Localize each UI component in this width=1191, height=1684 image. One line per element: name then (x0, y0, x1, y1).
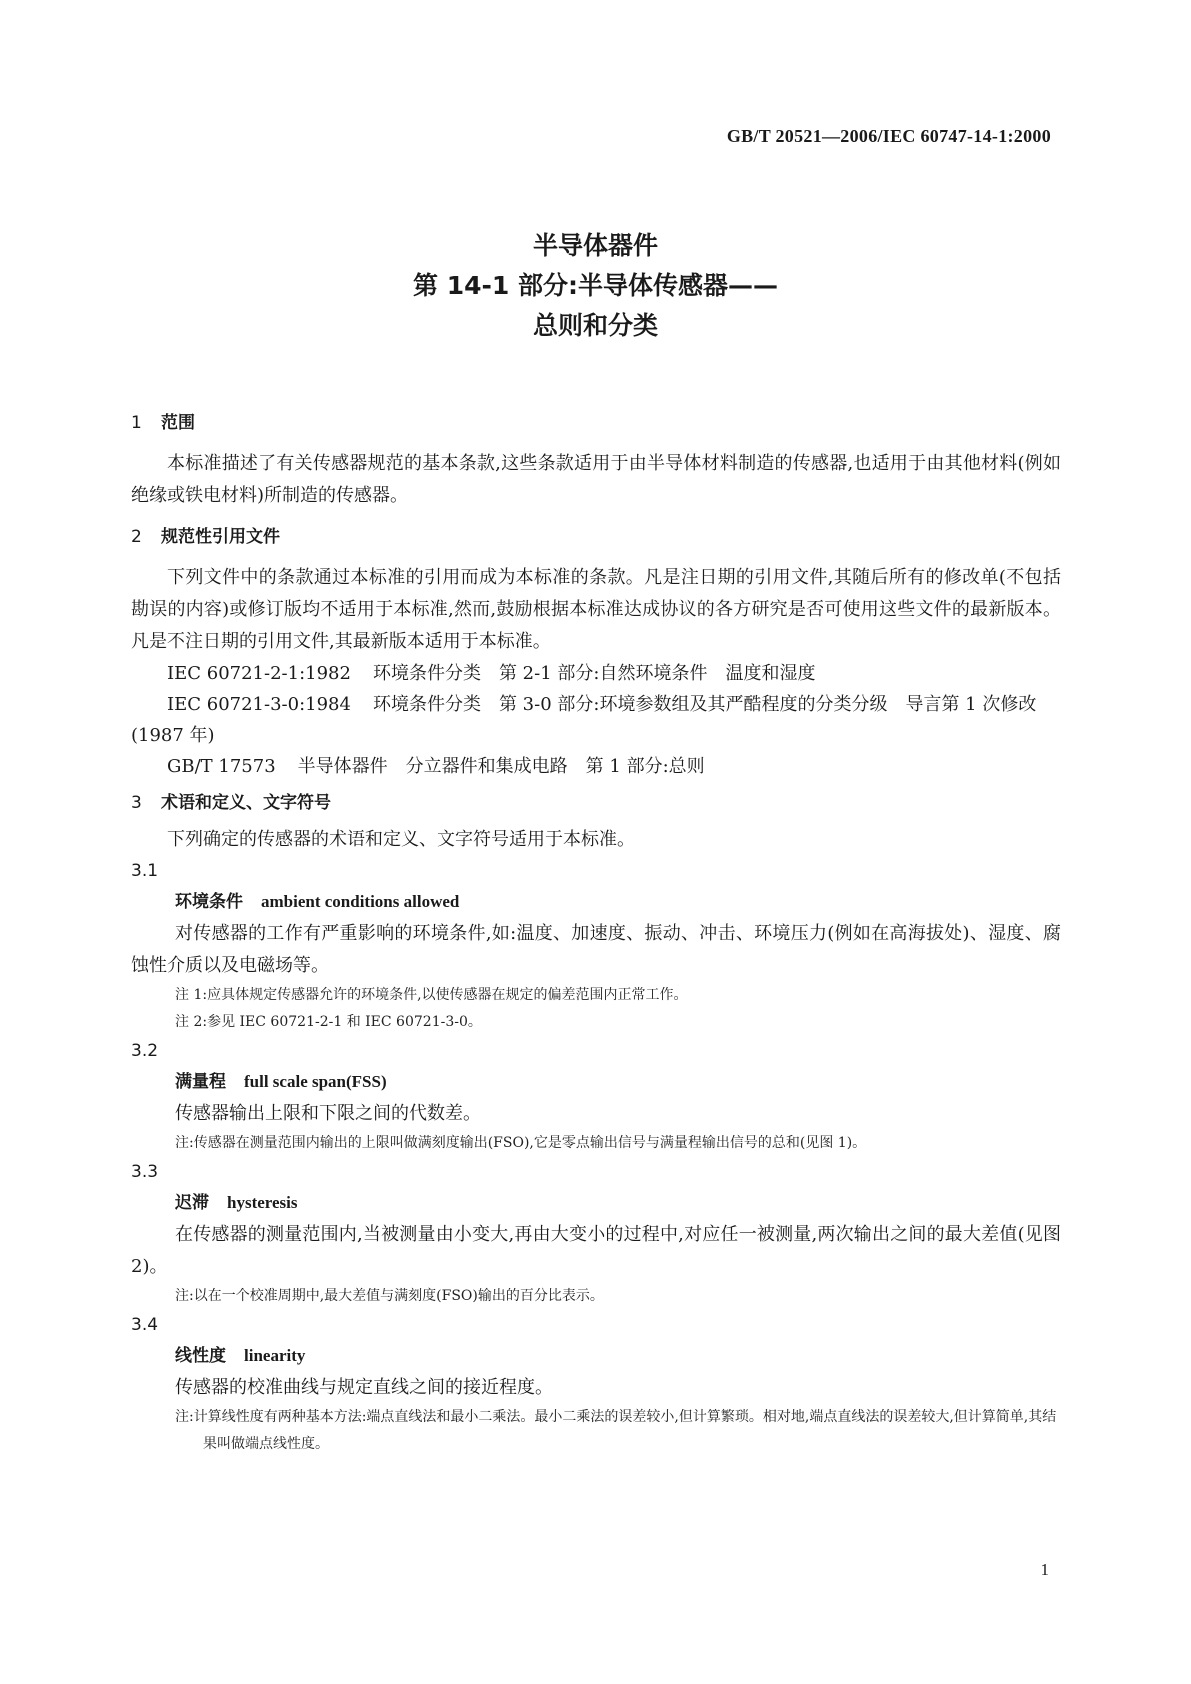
term-number: 3.3 (131, 1162, 159, 1182)
reference-code: IEC 60721-2-1:1982 (167, 663, 351, 684)
term-heading (175, 886, 1061, 918)
title-line-1: 半导体器件 (532, 231, 658, 260)
term-english: linearity (244, 1346, 306, 1365)
section-number: 1 (131, 413, 142, 433)
term-heading (175, 1066, 1061, 1098)
term-note: 注:以在一个校准周期中,最大差值与满刻度(FSO)输出的百分比表示。 (175, 1288, 604, 1304)
reference-code: GB/T 17573 (167, 756, 276, 777)
reference-item (131, 689, 1061, 751)
section-2-heading (131, 524, 1061, 550)
term-english: ambient conditions allowed (261, 892, 460, 911)
term-definition: 传感器输出上限和下限之间的代数差。 (175, 1103, 481, 1124)
section-2-paragraph: 下列文件中的条款通过本标准的引用而成为本标准的条款。凡是注日期的引用文件,其随后所有的修改单(不包括勘误的内容)或修订版均不适用于本标准,然而,鼓励根据本标准达成协议的各方研究是否可使用这些文件的最新版本。凡是不注日期的引用文件,其最新版本适用于本标准。 (131, 567, 1061, 652)
term-chinese: 迟滞 (175, 1193, 209, 1213)
section-1-heading (131, 410, 1061, 436)
title-line-2: 第 14-1 部分:半导体传感器—— (413, 271, 778, 300)
term-english: hysteresis (227, 1193, 298, 1212)
reference-item (131, 751, 1061, 782)
section-number: 2 (131, 527, 142, 547)
term-definition: 对传感器的工作有严重影响的环境条件,如:温度、加速度、振动、冲击、环境压力(例如在高海拔处)、湿度、腐蚀性介质以及电磁场等。 (131, 923, 1061, 976)
term-chinese: 线性度 (175, 1346, 226, 1366)
section-number: 3 (131, 793, 142, 813)
term-heading (175, 1340, 1061, 1372)
term-note: 注 2:参见 IEC 60721-2-1 和 IEC 60721-3-0。 (175, 1014, 482, 1030)
term-heading (175, 1187, 1061, 1219)
term-note: 注:传感器在测量范围内输出的上限叫做满刻度输出(FSO),它是零点输出信号与满量程输出信号的总和(见图 1)。 (175, 1135, 867, 1151)
term-number: 3.1 (131, 861, 159, 881)
term-definition: 在传感器的测量范围内,当被测量由小变大,再由大变小的过程中,对应任一被测量,两次输出之间的最大差值(见图 2)。 (131, 1224, 1061, 1277)
term-definition: 传感器的校准曲线与规定直线之间的接近程度。 (175, 1377, 553, 1398)
term-chinese: 环境条件 (175, 892, 243, 912)
term-number: 3.2 (131, 1041, 159, 1061)
reference-title: 半导体器件 分立器件和集成电路 第 1 部分:总则 (297, 756, 705, 777)
page-number: 1 (1040, 1560, 1049, 1579)
section-3-heading (131, 790, 1061, 816)
section-3-paragraph: 下列确定的传感器的术语和定义、文字符号适用于本标准。 (167, 829, 635, 850)
term-chinese: 满量程 (175, 1072, 226, 1092)
section-title: 规范性引用文件 (161, 527, 280, 547)
standard-number: GB/T 20521—2006/IEC 60747-14-1:2000 (726, 126, 1051, 146)
term-note: 注 1:应具体规定传感器允许的环境条件,以使传感器在规定的偏差范围内正常工作。 (175, 987, 688, 1003)
section-1-paragraph: 本标准描述了有关传感器规范的基本条款,这些条款适用于由半导体材料制造的传感器,也适用于由其他材料(例如绝缘或铁电材料)所制造的传感器。 (131, 453, 1061, 506)
term-number: 3.4 (131, 1315, 159, 1335)
reference-item (131, 658, 1061, 689)
reference-code: IEC 60721-3-0:1984 (167, 694, 351, 715)
section-title: 术语和定义、文字符号 (161, 793, 331, 813)
title-line-3: 总则和分类 (532, 311, 658, 340)
reference-title: 环境条件分类 第 3-0 部分:环境参数组及其严酷程度的分类分级 导言第 1 次修改(1987 年) (131, 694, 1037, 746)
section-title: 范围 (161, 413, 195, 433)
term-note: 注:计算线性度有两种基本方法:端点直线法和最小二乘法。最小二乘法的误差较小,但计算繁琐。相对地,端点直线法的误差较大,但计算简单,其结果叫做端点线性度。 (175, 1409, 1057, 1452)
document-title (0, 226, 1191, 346)
term-english: full scale span(FSS) (244, 1072, 387, 1091)
reference-title: 环境条件分类 第 2-1 部分:自然环境条件 温度和湿度 (372, 663, 816, 684)
document-body (131, 410, 1061, 1458)
